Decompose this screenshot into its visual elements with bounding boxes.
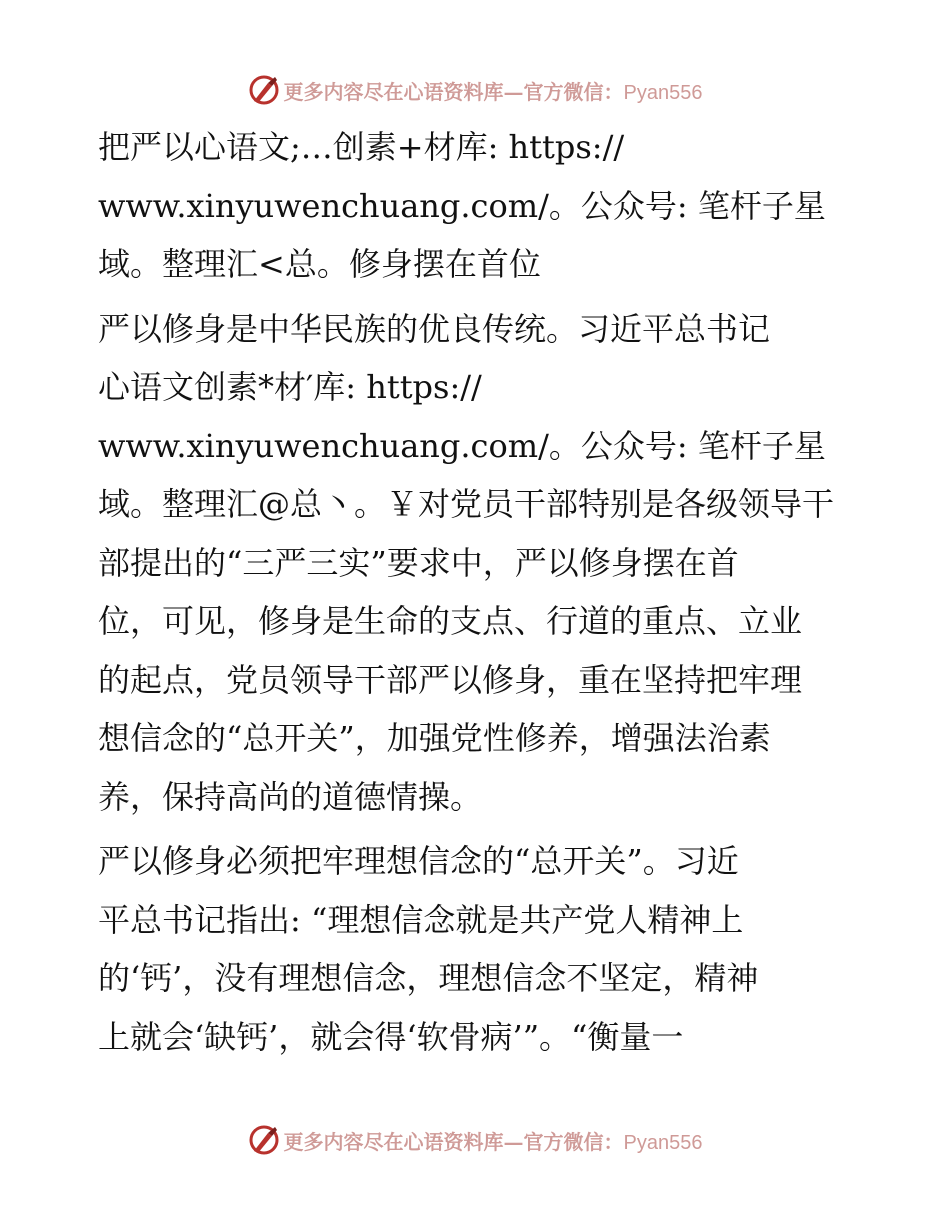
- text-line: 位，可见，修身是生命的支点、行道的重点、立业: [98, 602, 803, 640]
- text-line: 想信念的“总开关”，加强党性修养，增强法治素: [98, 719, 771, 757]
- text-line: 把严以心语文;…创素+材库: https://: [98, 128, 625, 166]
- paragraph-2: [98, 300, 858, 827]
- document-body: [98, 118, 858, 1072]
- footer-banner: [0, 1120, 950, 1160]
- text-line: 心语文创素*材′库: https://: [98, 368, 482, 406]
- header-banner: [0, 70, 950, 110]
- text-line: 的起点，党员领导干部严以修身，重在坚持把牢理: [98, 660, 803, 699]
- pen-logo-icon: [248, 1124, 280, 1156]
- text-line: 域。整理汇<总。修身摆在首位: [98, 245, 541, 283]
- paragraph-3: [98, 832, 858, 1066]
- text-line: 严以修身必须把牢理想信念的“总开关”。习近: [98, 842, 739, 880]
- pen-logo-icon: [248, 74, 280, 106]
- banner-wechat-id: Pyan556: [623, 81, 703, 104]
- banner-text: [284, 76, 703, 105]
- banner-wechat-id: Pyan556: [623, 1131, 703, 1154]
- text-line: www.xinyuwenchuang.com/。公众号: 笔杆子星: [98, 186, 826, 225]
- text-line: www.xinyuwenchuang.com/。公众号: 笔杆子星: [98, 426, 826, 465]
- text-line: 的‘钙’，没有理想信念，理想信念不坚定，精神: [98, 959, 759, 997]
- banner-label: 更多内容尽在心语资料库—官方微信：: [283, 1129, 624, 1154]
- paragraph-1: [98, 118, 858, 294]
- text-line: 域。整理汇@总丶。￥对党员干部特别是各级领导干: [98, 485, 835, 523]
- text-line: 上就会‘缺钙’，就会得‘软骨病’”。“衡量一: [98, 1017, 684, 1056]
- banner-text: [284, 1126, 703, 1155]
- text-line: 养，保持高尚的道德情操。: [98, 777, 483, 816]
- banner-label: 更多内容尽在心语资料库—官方微信：: [283, 79, 624, 104]
- text-line: 严以修身是中华民族的优良传统。习近平总书记: [98, 309, 771, 348]
- text-line: 部提出的“三严三实”要求中，严以修身摆在首: [98, 543, 739, 582]
- text-line: 平总书记指出: “理想信念就是共产党人精神上: [98, 900, 744, 939]
